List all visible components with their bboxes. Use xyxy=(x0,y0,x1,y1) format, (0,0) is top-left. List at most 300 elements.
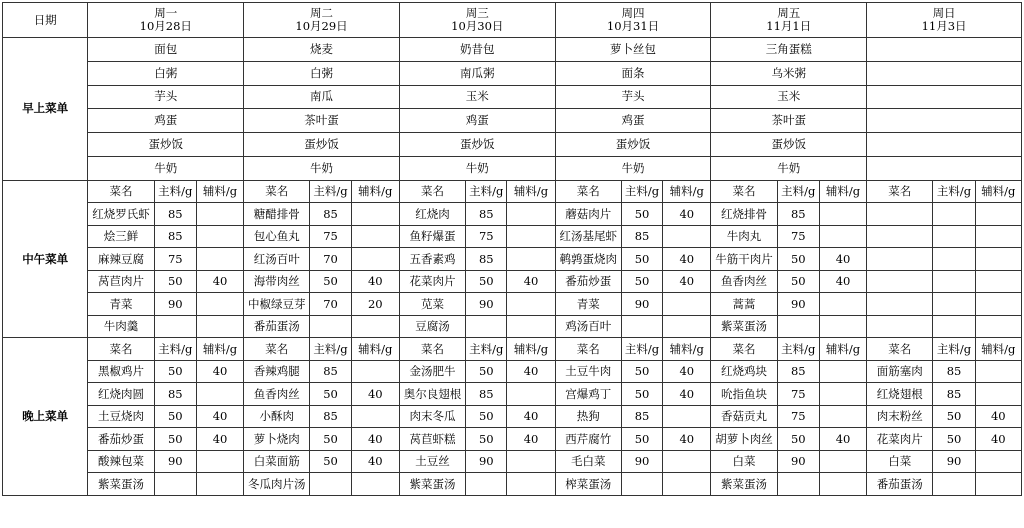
main-weight: 50 xyxy=(933,428,975,451)
dish-column-header: 菜名 xyxy=(555,338,621,361)
dish-name: 红烧翅根 xyxy=(867,383,933,406)
aux-weight: 40 xyxy=(819,428,866,451)
dinner-row xyxy=(3,428,1022,451)
main-weight: 50 xyxy=(466,428,507,451)
main-weight xyxy=(933,293,975,316)
aux-weight xyxy=(663,315,711,338)
aux-weight: 40 xyxy=(663,270,711,293)
main-weight xyxy=(933,225,975,248)
aux-weight xyxy=(975,270,1021,293)
aux-weight xyxy=(819,360,866,383)
aux-weight xyxy=(975,360,1021,383)
dish-column-header: 菜名 xyxy=(555,180,621,203)
aux-weight xyxy=(196,225,243,248)
weekday-label: 周日 xyxy=(932,6,956,20)
main-weight: 85 xyxy=(310,360,351,383)
lunch-row xyxy=(3,225,1022,248)
dish-name: 青菜 xyxy=(555,293,621,316)
main-weight: 85 xyxy=(310,405,351,428)
breakfast-item xyxy=(867,133,1022,157)
breakfast-item: 烧麦 xyxy=(244,38,400,62)
dish-name: 面筋塞肉 xyxy=(867,360,933,383)
aux-weight xyxy=(663,225,711,248)
aux-weight xyxy=(663,293,711,316)
dish-name: 紫菜蛋汤 xyxy=(88,473,154,496)
dish-name: 苋菜 xyxy=(399,293,465,316)
aux-weight xyxy=(196,248,243,271)
aux-weight xyxy=(819,315,866,338)
dish-name: 香菇贡丸 xyxy=(711,405,777,428)
aux-column-header: 辅料/g xyxy=(819,180,866,203)
dish-name: 土豆牛肉 xyxy=(555,360,621,383)
dish-name: 红烧鸡块 xyxy=(711,360,777,383)
breakfast-item: 玉米 xyxy=(399,85,555,109)
dish-name: 冬瓜肉片汤 xyxy=(244,473,310,496)
main-weight: 50 xyxy=(310,270,351,293)
main-weight: 90 xyxy=(466,450,507,473)
main-weight: 50 xyxy=(310,450,351,473)
breakfast-item xyxy=(867,38,1022,62)
breakfast-item: 面包 xyxy=(88,38,244,62)
aux-weight: 40 xyxy=(663,360,711,383)
dish-name: 莴苣虾糕 xyxy=(399,428,465,451)
aux-weight xyxy=(351,405,399,428)
lunch-column-header-row xyxy=(3,180,1022,203)
main-weight: 85 xyxy=(466,203,507,226)
dinner-section-label: 晚上菜单 xyxy=(3,338,88,496)
main-column-header: 主料/g xyxy=(621,338,662,361)
aux-weight: 40 xyxy=(507,360,555,383)
main-column-header: 主料/g xyxy=(466,180,507,203)
dish-name: 紫菜蛋汤 xyxy=(711,473,777,496)
lunch-section-label: 中午菜单 xyxy=(3,180,88,338)
aux-weight: 40 xyxy=(663,383,711,406)
aux-weight xyxy=(507,473,555,496)
aux-weight xyxy=(351,225,399,248)
main-weight: 50 xyxy=(777,270,819,293)
main-weight: 75 xyxy=(777,383,819,406)
main-weight: 85 xyxy=(933,383,975,406)
dish-name xyxy=(867,225,933,248)
breakfast-item: 乌米粥 xyxy=(711,61,867,85)
main-weight: 50 xyxy=(466,270,507,293)
dish-column-header: 菜名 xyxy=(244,180,310,203)
dish-name: 红汤百叶 xyxy=(244,248,310,271)
dish-name: 鹌鹑蛋烧肉 xyxy=(555,248,621,271)
aux-weight: 40 xyxy=(507,428,555,451)
aux-weight xyxy=(975,450,1021,473)
aux-weight xyxy=(975,473,1021,496)
aux-column-header: 辅料/g xyxy=(819,338,866,361)
aux-column-header: 辅料/g xyxy=(663,180,711,203)
breakfast-row xyxy=(3,38,1022,62)
dish-name: 奥尔良翅根 xyxy=(399,383,465,406)
breakfast-item xyxy=(867,61,1022,85)
main-weight xyxy=(310,473,351,496)
aux-weight xyxy=(975,315,1021,338)
dinner-row xyxy=(3,383,1022,406)
dish-name: 中椒绿豆芽 xyxy=(244,293,310,316)
dish-name: 热狗 xyxy=(555,405,621,428)
dish-name: 红烧排骨 xyxy=(711,203,777,226)
aux-weight: 40 xyxy=(663,203,711,226)
breakfast-row xyxy=(3,133,1022,157)
aux-weight xyxy=(196,203,243,226)
lunch-row xyxy=(3,315,1022,338)
breakfast-item: 白粥 xyxy=(88,61,244,85)
aux-weight xyxy=(196,293,243,316)
aux-weight xyxy=(975,293,1021,316)
aux-weight xyxy=(819,450,866,473)
dish-name: 酸辣包菜 xyxy=(88,450,154,473)
day-header xyxy=(399,3,555,38)
dish-name: 肉末粉丝 xyxy=(867,405,933,428)
main-weight xyxy=(777,473,819,496)
main-weight: 90 xyxy=(777,293,819,316)
dish-name: 红烧罗氏虾 xyxy=(88,203,154,226)
aux-column-header: 辅料/g xyxy=(663,338,711,361)
breakfast-item: 芋头 xyxy=(88,85,244,109)
main-weight: 90 xyxy=(154,450,196,473)
dish-name: 番茄蛋汤 xyxy=(867,473,933,496)
dish-name xyxy=(867,270,933,293)
aux-weight: 40 xyxy=(351,428,399,451)
dish-name: 紫菜蛋汤 xyxy=(711,315,777,338)
day-header xyxy=(88,3,244,38)
day-header xyxy=(244,3,400,38)
dish-column-header: 菜名 xyxy=(88,180,154,203)
breakfast-item: 芋头 xyxy=(555,85,711,109)
main-weight: 85 xyxy=(466,248,507,271)
breakfast-item: 牛奶 xyxy=(244,156,400,180)
dish-column-header: 菜名 xyxy=(244,338,310,361)
breakfast-item: 牛奶 xyxy=(399,156,555,180)
main-weight: 50 xyxy=(777,428,819,451)
main-weight: 85 xyxy=(154,203,196,226)
aux-weight xyxy=(975,383,1021,406)
breakfast-item: 蛋炒饭 xyxy=(711,133,867,157)
main-column-header: 主料/g xyxy=(933,180,975,203)
breakfast-item: 玉米 xyxy=(711,85,867,109)
aux-weight xyxy=(819,225,866,248)
aux-weight xyxy=(975,248,1021,271)
main-weight xyxy=(310,315,351,338)
breakfast-row xyxy=(3,156,1022,180)
breakfast-item: 蛋炒饭 xyxy=(244,133,400,157)
aux-weight xyxy=(507,450,555,473)
dish-column-header: 菜名 xyxy=(399,180,465,203)
dish-name: 牛肉羹 xyxy=(88,315,154,338)
dish-name: 番茄蛋汤 xyxy=(244,315,310,338)
main-weight xyxy=(621,473,662,496)
main-column-header: 主料/g xyxy=(777,338,819,361)
breakfast-item: 奶昔包 xyxy=(399,38,555,62)
aux-weight xyxy=(351,360,399,383)
main-weight: 50 xyxy=(310,383,351,406)
weekly-menu-table xyxy=(2,2,1022,496)
breakfast-item: 蛋炒饭 xyxy=(88,133,244,157)
main-weight: 50 xyxy=(154,360,196,383)
aux-column-header: 辅料/g xyxy=(507,180,555,203)
dish-name: 鱼籽爆蛋 xyxy=(399,225,465,248)
dish-name: 香辣鸡腿 xyxy=(244,360,310,383)
breakfast-item xyxy=(867,156,1022,180)
aux-weight: 40 xyxy=(196,270,243,293)
weekday-label: 周四 xyxy=(621,6,645,20)
breakfast-item: 牛奶 xyxy=(88,156,244,180)
main-weight: 50 xyxy=(154,405,196,428)
dish-name: 萝卜烧肉 xyxy=(244,428,310,451)
main-weight: 70 xyxy=(310,248,351,271)
dinner-row xyxy=(3,450,1022,473)
dinner-column-header-row xyxy=(3,338,1022,361)
aux-column-header: 辅料/g xyxy=(351,180,399,203)
aux-weight xyxy=(819,383,866,406)
date-header: 日期 xyxy=(3,3,88,38)
breakfast-item: 鸡蛋 xyxy=(399,109,555,133)
dish-name xyxy=(867,293,933,316)
main-weight: 50 xyxy=(933,405,975,428)
main-weight: 90 xyxy=(466,293,507,316)
aux-weight: 40 xyxy=(196,405,243,428)
dish-name: 鱼香肉丝 xyxy=(711,270,777,293)
main-column-header: 主料/g xyxy=(310,180,351,203)
dish-name: 豆腐汤 xyxy=(399,315,465,338)
main-weight: 50 xyxy=(466,360,507,383)
lunch-row xyxy=(3,248,1022,271)
main-weight: 85 xyxy=(310,203,351,226)
aux-weight xyxy=(507,293,555,316)
dish-name: 番茄炒蛋 xyxy=(88,428,154,451)
dish-name: 麻辣豆腐 xyxy=(88,248,154,271)
main-weight: 50 xyxy=(154,428,196,451)
dinner-row xyxy=(3,473,1022,496)
dish-name: 糖醋排骨 xyxy=(244,203,310,226)
main-weight xyxy=(154,473,196,496)
main-weight: 85 xyxy=(154,383,196,406)
aux-weight xyxy=(507,315,555,338)
main-weight: 85 xyxy=(777,360,819,383)
dish-name: 鱼香肉丝 xyxy=(244,383,310,406)
aux-weight xyxy=(507,203,555,226)
main-weight: 85 xyxy=(466,383,507,406)
main-weight xyxy=(933,270,975,293)
main-weight: 90 xyxy=(154,293,196,316)
dish-column-header: 菜名 xyxy=(867,338,933,361)
main-column-header: 主料/g xyxy=(310,338,351,361)
breakfast-item xyxy=(867,85,1022,109)
main-weight xyxy=(154,315,196,338)
dish-name: 金汤肥牛 xyxy=(399,360,465,383)
main-weight xyxy=(777,315,819,338)
breakfast-item: 茶叶蛋 xyxy=(711,109,867,133)
dish-name: 白菜面筋 xyxy=(244,450,310,473)
aux-weight: 40 xyxy=(819,270,866,293)
main-weight xyxy=(933,315,975,338)
header-row xyxy=(3,3,1022,38)
dish-name: 蒿蒿 xyxy=(711,293,777,316)
dish-column-header: 菜名 xyxy=(711,338,777,361)
weekday-label: 周五 xyxy=(777,6,801,20)
day-header xyxy=(555,3,711,38)
breakfast-item: 鸡蛋 xyxy=(88,109,244,133)
aux-weight xyxy=(975,203,1021,226)
breakfast-row xyxy=(3,109,1022,133)
dinner-row xyxy=(3,405,1022,428)
dish-name: 青菜 xyxy=(88,293,154,316)
main-weight xyxy=(466,473,507,496)
dish-name: 花菜肉片 xyxy=(399,270,465,293)
main-weight: 85 xyxy=(621,405,662,428)
aux-column-header: 辅料/g xyxy=(975,338,1021,361)
aux-weight: 40 xyxy=(975,428,1021,451)
aux-weight xyxy=(351,315,399,338)
dish-name xyxy=(867,203,933,226)
dish-name: 白菜 xyxy=(867,450,933,473)
breakfast-item: 南瓜粥 xyxy=(399,61,555,85)
dish-name: 白菜 xyxy=(711,450,777,473)
date-label: 10月31日 xyxy=(606,19,660,33)
breakfast-item xyxy=(867,109,1022,133)
date-label: 10月28日 xyxy=(139,19,192,33)
aux-weight: 40 xyxy=(196,360,243,383)
main-column-header: 主料/g xyxy=(466,338,507,361)
dish-column-header: 菜名 xyxy=(88,338,154,361)
aux-weight xyxy=(196,473,243,496)
main-weight xyxy=(933,248,975,271)
dish-name: 番茄炒蛋 xyxy=(555,270,621,293)
main-weight: 70 xyxy=(310,293,351,316)
main-weight: 50 xyxy=(621,270,662,293)
main-weight: 90 xyxy=(777,450,819,473)
aux-column-header: 辅料/g xyxy=(507,338,555,361)
dish-column-header: 菜名 xyxy=(399,338,465,361)
dish-name: 红烧肉 xyxy=(399,203,465,226)
aux-weight xyxy=(507,248,555,271)
aux-weight xyxy=(819,405,866,428)
dish-name: 土豆丝 xyxy=(399,450,465,473)
aux-weight xyxy=(507,225,555,248)
breakfast-item: 蛋炒饭 xyxy=(399,133,555,157)
dish-name: 蘑菇肉片 xyxy=(555,203,621,226)
dish-name: 莴苣肉片 xyxy=(88,270,154,293)
weekday-label: 周一 xyxy=(154,6,178,20)
main-weight xyxy=(933,203,975,226)
main-weight: 50 xyxy=(777,248,819,271)
day-header xyxy=(711,3,867,38)
breakfast-row xyxy=(3,85,1022,109)
breakfast-row xyxy=(3,61,1022,85)
aux-weight xyxy=(196,315,243,338)
dish-name: 西芹腐竹 xyxy=(555,428,621,451)
main-weight: 85 xyxy=(154,225,196,248)
breakfast-item: 面条 xyxy=(555,61,711,85)
breakfast-item: 南瓜 xyxy=(244,85,400,109)
main-weight: 90 xyxy=(621,450,662,473)
aux-column-header: 辅料/g xyxy=(975,180,1021,203)
dish-name xyxy=(867,248,933,271)
aux-weight: 40 xyxy=(351,450,399,473)
dinner-row xyxy=(3,360,1022,383)
main-weight: 75 xyxy=(310,225,351,248)
aux-weight: 40 xyxy=(663,428,711,451)
main-weight: 50 xyxy=(466,405,507,428)
dish-name: 红烧肉圆 xyxy=(88,383,154,406)
aux-weight xyxy=(663,473,711,496)
dish-name: 吮指鱼块 xyxy=(711,383,777,406)
dish-name: 海带肉丝 xyxy=(244,270,310,293)
aux-weight xyxy=(507,383,555,406)
lunch-row xyxy=(3,203,1022,226)
dish-name: 黑椒鸡片 xyxy=(88,360,154,383)
date-label: 10月30日 xyxy=(451,19,504,33)
weekday-label: 周二 xyxy=(310,6,334,20)
dish-name: 肉末冬瓜 xyxy=(399,405,465,428)
main-column-header: 主料/g xyxy=(933,338,975,361)
dish-name: 毛白菜 xyxy=(555,450,621,473)
aux-weight: 40 xyxy=(351,383,399,406)
dish-name: 紫菜蛋汤 xyxy=(399,473,465,496)
aux-weight xyxy=(663,405,711,428)
main-weight: 50 xyxy=(621,428,662,451)
dish-name: 鸡汤百叶 xyxy=(555,315,621,338)
aux-column-header: 辅料/g xyxy=(351,338,399,361)
dish-name: 红汤基尾虾 xyxy=(555,225,621,248)
dish-name: 烩三鲜 xyxy=(88,225,154,248)
breakfast-item: 白粥 xyxy=(244,61,400,85)
aux-weight xyxy=(975,225,1021,248)
dish-name: 五香素鸡 xyxy=(399,248,465,271)
aux-weight xyxy=(351,473,399,496)
main-weight: 50 xyxy=(621,383,662,406)
dish-name xyxy=(867,315,933,338)
main-column-header: 主料/g xyxy=(777,180,819,203)
breakfast-item: 茶叶蛋 xyxy=(244,109,400,133)
aux-weight: 40 xyxy=(196,428,243,451)
main-weight: 75 xyxy=(466,225,507,248)
date-label: 10月29日 xyxy=(295,19,348,33)
main-weight xyxy=(466,315,507,338)
main-weight: 75 xyxy=(154,248,196,271)
aux-column-header: 辅料/g xyxy=(196,338,243,361)
main-weight: 90 xyxy=(933,450,975,473)
weekday-label: 周三 xyxy=(465,6,489,20)
dish-column-header: 菜名 xyxy=(711,180,777,203)
main-weight: 75 xyxy=(777,405,819,428)
aux-weight xyxy=(351,203,399,226)
main-column-header: 主料/g xyxy=(154,180,196,203)
aux-weight: 40 xyxy=(975,405,1021,428)
aux-weight: 40 xyxy=(663,248,711,271)
breakfast-item: 牛奶 xyxy=(711,156,867,180)
breakfast-item: 蛋炒饭 xyxy=(555,133,711,157)
main-weight: 75 xyxy=(777,225,819,248)
breakfast-section-label: 早上菜单 xyxy=(3,38,88,181)
dish-name: 花菜肉片 xyxy=(867,428,933,451)
main-weight: 50 xyxy=(154,270,196,293)
aux-weight: 40 xyxy=(819,248,866,271)
breakfast-item: 鸡蛋 xyxy=(555,109,711,133)
aux-weight: 40 xyxy=(351,270,399,293)
main-column-header: 主料/g xyxy=(621,180,662,203)
aux-weight: 20 xyxy=(351,293,399,316)
main-weight: 90 xyxy=(621,293,662,316)
main-weight xyxy=(933,473,975,496)
aux-column-header: 辅料/g xyxy=(196,180,243,203)
dish-name: 胡萝卜肉丝 xyxy=(711,428,777,451)
aux-weight: 40 xyxy=(507,270,555,293)
dish-name: 宫爆鸡丁 xyxy=(555,383,621,406)
